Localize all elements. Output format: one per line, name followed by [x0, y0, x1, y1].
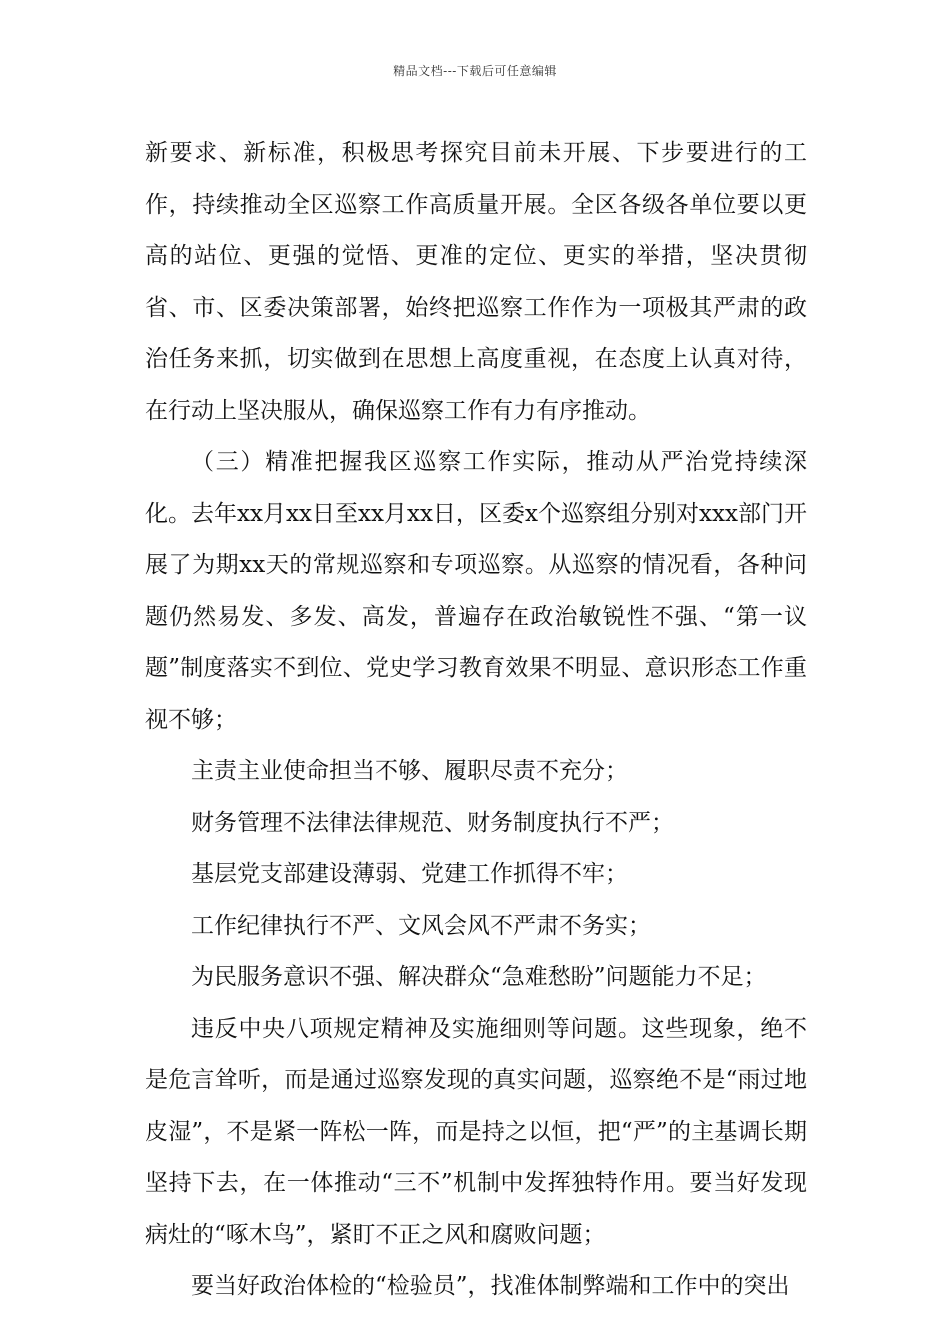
- paragraph: 基层党支部建设薄弱、党建工作抓得不牢；: [191, 861, 628, 887]
- paragraph: （三）精准把握我区巡察工作实际，推动从严治党持续深化。去年xx月xx日至xx月xx日，区委x个巡察组分别对xxx部门开展了为期xx天的常规巡察和专项巡察。从巡察的情况看，各种问题仍然易发、多发、高发，普遍存在政治敏锐性不强、“第一议题”制度落实不到位、党史学习教育效果不明显、意识形态工作重视不够；: [145, 449, 807, 733]
- page-header: 精品文档---下载后可任意编辑: [393, 64, 557, 78]
- paragraph: 要当好政治体检的“检验员”，找准体制弊端和工作中的突出: [191, 1273, 790, 1299]
- paragraph: 违反中央八项规定精神及实施细则等问题。这些现象，绝不是危言耸听，而是通过巡察发现的真实问题，巡察绝不是“雨过地皮湿”，不是紧一阵松一阵，而是持之以恒，把“严”的主基调长期坚持下去，在一体推动“三不”机制中发挥独特作用。要当好发现病灶的“啄木鸟”，紧盯不正之风和腐败问题；: [145, 1015, 807, 1248]
- document-body: [145, 128, 807, 1313]
- paragraph: 新要求、新标准，积极思考探究目前未开展、下步要进行的工作，持续推动全区巡察工作高质量开展。全区各级各单位要以更高的站位、更强的觉悟、更准的定位、更实的举措，坚决贯彻省、市、区委决策部署，始终把巡察工作作为一项极其严肃的政治任务来抓，切实做到在思想上高度重视，在态度上认真对待，在行动上坚决服从，确保巡察工作有力有序推动。: [145, 140, 807, 424]
- paragraph: 为民服务意识不强、解决群众“急难愁盼”问题能力不足；: [191, 964, 767, 990]
- paragraph: 工作纪律执行不严、文风会风不严肃不务实；: [191, 912, 651, 939]
- paragraph: 主责主业使命担当不够、履职尽责不充分；: [191, 758, 628, 784]
- paragraph: 财务管理不法律法律规范、财务制度执行不严；: [191, 809, 674, 836]
